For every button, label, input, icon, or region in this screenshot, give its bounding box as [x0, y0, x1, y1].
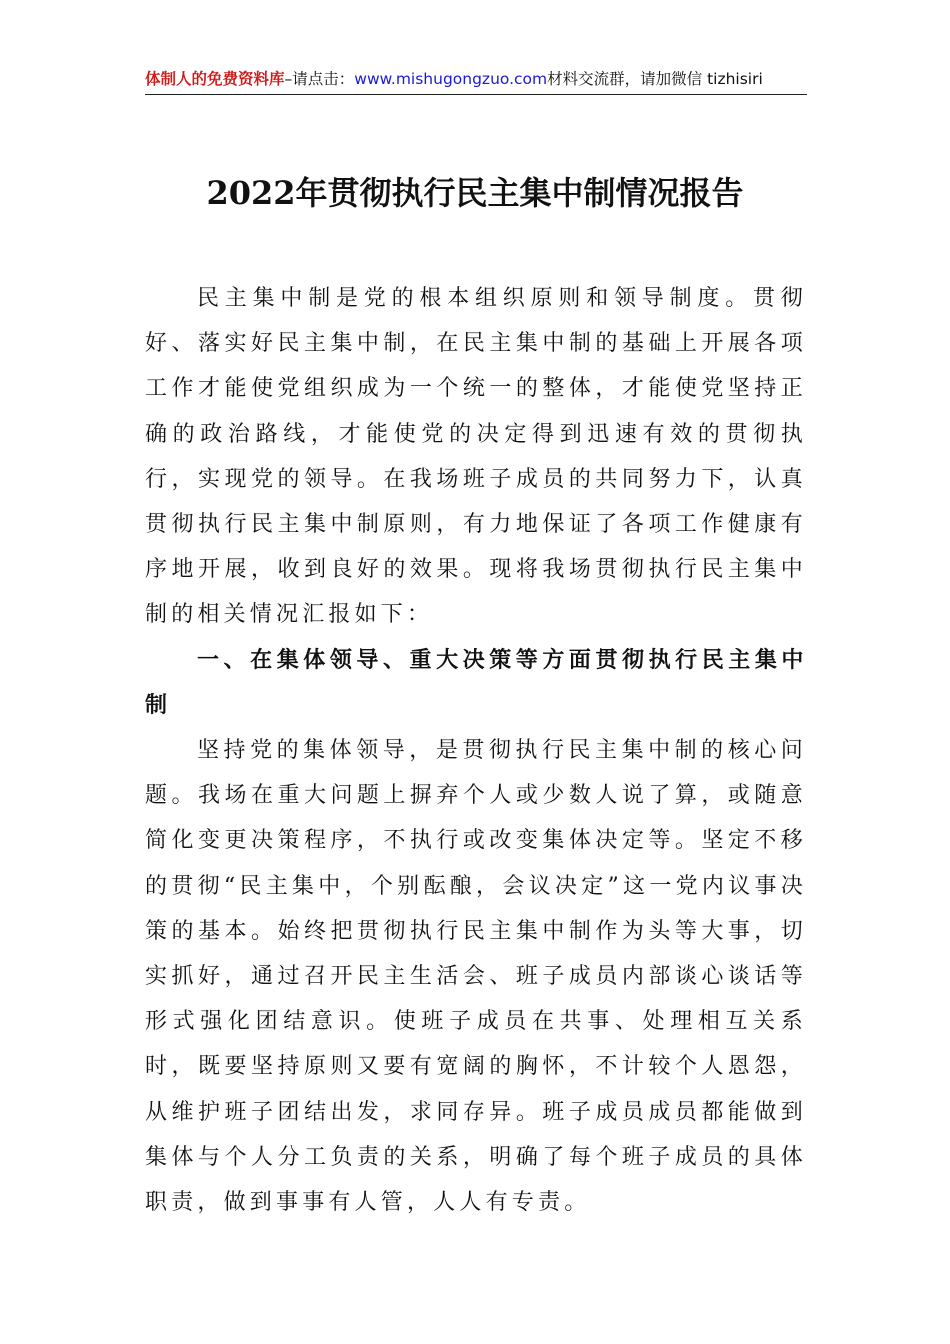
paragraph-intro: 民主集中制是党的根本组织原则和领导制度。贯彻好、落实好民主集中制，在民主集中制的基础上开展各项工作才能使党组织成为一个统一的整体，才能使党坚持正确的政治路线，才能使党的决定得到迅速有效的贯彻执行，实现党的领导。在我场班子成员的共同努力下，认真贯彻执行民主集中制原则，有力地保证了各项工作健康有序地开展，收到良好的效果。现将我场贯彻执行民主集中制的相关情况汇报如下：: [145, 286, 807, 628]
document-title: 2022年贯彻执行民主集中制情况报告: [206, 174, 744, 212]
header-link[interactable]: www.mishugongzuo.com: [354, 70, 548, 88]
page-header: [145, 64, 807, 95]
section-heading-1: 一、在集体领导、重大决策等方面贯彻执行民主集中制: [145, 647, 807, 718]
header-separator: –请点击：: [284, 70, 355, 88]
header-note: 材料交流群，请加微信 tizhisiri: [547, 70, 763, 88]
header-brand: 体制人的免费资料库: [145, 70, 285, 88]
document-body: [145, 276, 807, 1225]
paragraph-collective-leadership: 坚持党的集体领导，是贯彻执行民主集中制的核心问题。我场在重大问题上摒弃个人或少数人说了算，或随意简化变更决策程序，不执行或改变集体决定等。坚定不移的贯彻“民主集中，个别酝酿，会议决定”这一党内议事决策的基本。始终把贯彻执行民主集中制作为头等大事，切实抓好，通过召开民主生活会、班子成员内部谈心谈话等形式强化团结意识。使班子成员在共事、处理相互关系时，既要坚持原则又要有宽阔的胸怀，不计较个人恩怨，从维护班子团结出发，求同存异。班子成员成员都能做到集体与个人分工负责的关系，明确了每个班子成员的具体职责，做到事事有人管，人人有专责。: [145, 738, 807, 1216]
